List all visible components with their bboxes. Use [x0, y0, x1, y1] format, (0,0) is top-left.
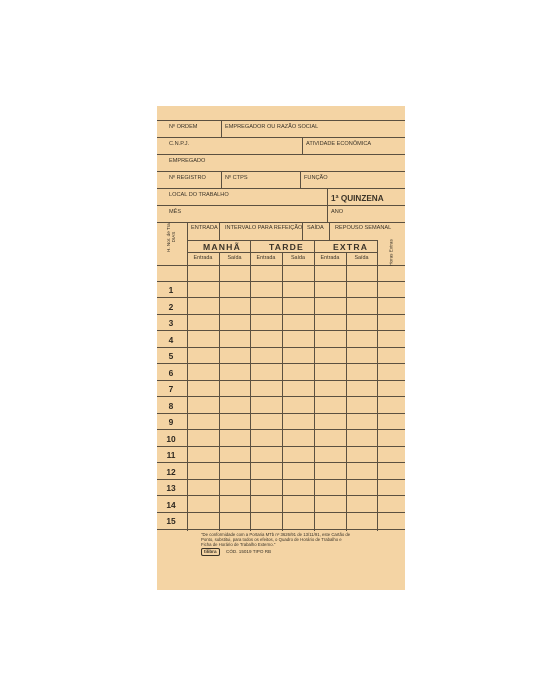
- year-label: ANO: [331, 209, 344, 215]
- divider: [157, 120, 405, 121]
- divider: [157, 363, 405, 364]
- entry-schedule-label: ENTRADA: [191, 225, 218, 231]
- divider: [157, 171, 405, 172]
- divider: [157, 330, 405, 331]
- divider: [282, 252, 283, 531]
- day-number: 9: [168, 417, 174, 427]
- divider: [346, 252, 347, 531]
- divider: [157, 205, 405, 206]
- divider: [221, 120, 222, 137]
- divider: [157, 396, 405, 397]
- divider: [157, 479, 405, 480]
- divider: [157, 446, 405, 447]
- exit-schedule-label: SAÍDA: [307, 225, 324, 231]
- overtime-hours-label: Horas Extras: [388, 239, 394, 266]
- divider: [157, 413, 405, 414]
- product-code: CÓD. 15019 TIPO RB: [226, 549, 272, 554]
- morning-header: MANHÃ: [203, 242, 241, 252]
- day-number: 4: [168, 335, 174, 345]
- employer-label: EMPREGADOR OU RAZÃO SOCIAL: [225, 124, 319, 130]
- morning-entry-label: Entrada: [193, 255, 213, 261]
- extra-header: EXTRA: [333, 242, 369, 252]
- function-label: FUNÇÃO: [304, 175, 328, 181]
- divider: [187, 265, 188, 531]
- divider: [300, 171, 301, 188]
- divider: [157, 512, 405, 513]
- meal-break-label: INTERVALO PARA REFEIÇÃO: [225, 225, 303, 231]
- divider: [157, 222, 405, 223]
- extra-entry-label: Entrada: [320, 255, 340, 261]
- brand-logo: tilibra: [201, 548, 220, 556]
- weekly-rest-label: REPOUSO SEMANAL: [335, 225, 392, 231]
- day-number: 12: [166, 467, 176, 477]
- divider: [314, 240, 315, 531]
- day-number: 1: [168, 285, 174, 295]
- day-number: 13: [166, 483, 176, 493]
- legal-notice-line: Ponto, substitui, para todos os efeitos, o Quadro de Horário de Trabalho e: [201, 537, 342, 542]
- fortnight-title: 1ª QUINZENA: [331, 194, 384, 203]
- divider: [327, 188, 328, 222]
- divider: [157, 529, 405, 530]
- registration-number-label: Nº REGISTRO: [169, 175, 206, 181]
- day-number: 3: [168, 318, 174, 328]
- morning-exit-label: Saída: [227, 255, 242, 261]
- divider: [157, 281, 405, 282]
- divider: [219, 252, 220, 531]
- divider: [157, 154, 405, 155]
- day-number: 6: [168, 368, 174, 378]
- divider: [302, 137, 303, 154]
- divider: [157, 380, 405, 381]
- month-label: MÊS: [169, 209, 182, 215]
- divider: [157, 188, 405, 189]
- normal-hours-label: H. Nor. de Tra.: [166, 222, 171, 252]
- divider: [187, 240, 377, 241]
- cnpj-label: C.N.P.J.: [169, 141, 190, 147]
- day-number: 8: [168, 401, 174, 411]
- day-number: 2: [168, 302, 174, 312]
- ctps-number-label: Nº CTPS: [225, 175, 248, 181]
- legal-notice-line: "De conformidade com a Portaria MTb nº 3626/91 de 13/11/91, este Cartão de: [201, 532, 351, 537]
- divider: [157, 495, 405, 496]
- divider: [157, 462, 405, 463]
- divider: [377, 240, 378, 531]
- day-number: 5: [168, 351, 174, 361]
- day-number: 10: [166, 434, 176, 444]
- divider: [221, 171, 222, 188]
- divider: [157, 314, 405, 315]
- legal-notice-line: Ficha de Horário de Trabalho Externo.": [201, 542, 276, 547]
- day-number: 11: [166, 450, 176, 460]
- time-card: [157, 106, 405, 590]
- divider: [157, 265, 405, 266]
- day-number: 14: [166, 500, 176, 510]
- order-number-label: Nº ORDEM: [169, 124, 198, 130]
- afternoon-header: TARDE: [269, 242, 304, 252]
- divider: [157, 429, 405, 430]
- day-number: 15: [166, 516, 176, 526]
- day-number: 7: [168, 384, 174, 394]
- workplace-label: LOCAL DO TRABALHO: [169, 192, 229, 198]
- divider: [250, 240, 251, 531]
- divider: [157, 137, 405, 138]
- employee-label: EMPREGADO: [169, 158, 206, 164]
- divider: [157, 347, 405, 348]
- divider: [219, 222, 220, 240]
- economic-activity-label: ATIVIDADE ECONÔMICA: [306, 141, 372, 147]
- extra-exit-label: Saída: [354, 255, 369, 261]
- days-column-label: [166, 217, 176, 257]
- days-label: DIAS: [171, 231, 176, 243]
- afternoon-entry-label: Entrada: [256, 255, 276, 261]
- divider: [157, 297, 405, 298]
- divider: [329, 222, 330, 240]
- afternoon-exit-label: Saída: [290, 255, 306, 261]
